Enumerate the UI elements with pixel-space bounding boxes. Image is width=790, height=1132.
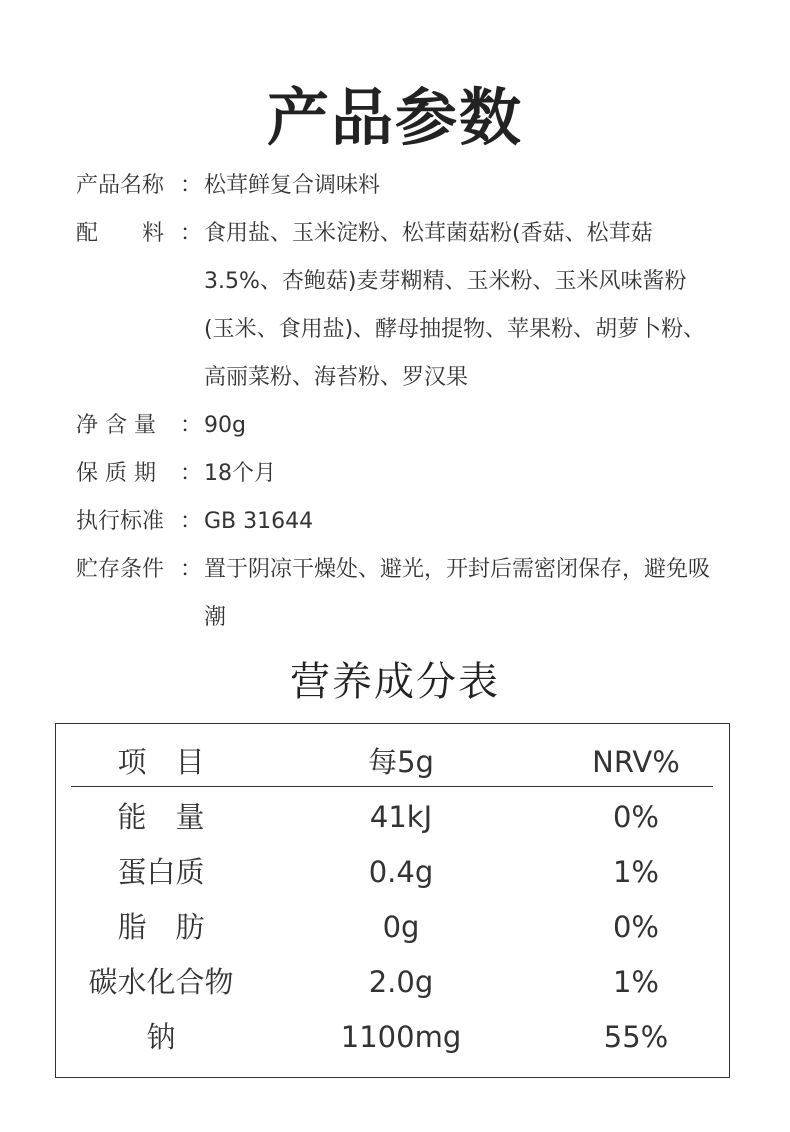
row-sodium-nrv: 55% [603, 1020, 669, 1054]
row-fat-value: 0g [382, 910, 420, 944]
row-sodium-value: 1100mg [340, 1020, 462, 1054]
row-carbs-value: 2.0g [368, 965, 434, 999]
row-fat-nrv: 0% [612, 910, 659, 944]
param-value: 松茸鲜复合调味料 [204, 173, 381, 198]
param-value: 90g [204, 413, 246, 438]
param-colon: ： [180, 557, 203, 582]
row-energy-label: 能 量 [117, 800, 205, 834]
header-nrv: NRV% [592, 745, 680, 779]
row-sodium-label: 钠 [146, 1020, 176, 1054]
param-colon: ： [180, 509, 203, 534]
param-value: GB 31644 [204, 509, 314, 534]
nutrition-table [55, 723, 730, 1078]
row-carbs-label: 碳水化合物 [88, 965, 234, 999]
param-label: 配 料 [76, 221, 165, 246]
header-divider [71, 786, 713, 787]
param-value: 食用盐、玉米淀粉、松茸菌菇粉(香菇、松茸菇3.5%、杏鲍菇)麦芽糊精、玉米粉、玉米风味酱粉(玉米、食用盐)、酵母抽提物、苹果粉、胡萝卜粉、高丽菜粉、海苔粉、罗汉果 [204, 221, 706, 390]
row-energy-nrv: 0% [612, 800, 659, 834]
row-energy-value: 41kJ [369, 800, 433, 834]
row-protein-value: 0.4g [368, 855, 434, 889]
row-carbs-nrv: 1% [612, 965, 659, 999]
nutrition-title: 营养成分表 [290, 659, 500, 705]
param-value: 置于阴凉干燥处、避光，开封后需密闭保存，避免吸潮 [204, 557, 711, 630]
param-colon: ： [180, 173, 203, 198]
header-item: 项 目 [117, 745, 205, 779]
param-label: 产品名称 [76, 173, 165, 198]
param-label: 保 质 期 [76, 461, 156, 486]
row-fat-label: 脂 肪 [117, 910, 205, 944]
page-title: 产品参数 [266, 81, 523, 154]
param-label: 贮存条件 [76, 557, 165, 582]
param-colon: ： [180, 413, 203, 438]
header-per-serving: 每5g [368, 745, 434, 779]
param-value: 18个月 [204, 461, 276, 486]
param-label: 净 含 量 [76, 413, 156, 438]
row-protein-label: 蛋白质 [117, 855, 205, 889]
param-colon: ： [180, 461, 203, 486]
param-label: 执行标准 [76, 509, 165, 534]
param-colon: ： [180, 221, 203, 246]
row-protein-nrv: 1% [612, 855, 659, 889]
